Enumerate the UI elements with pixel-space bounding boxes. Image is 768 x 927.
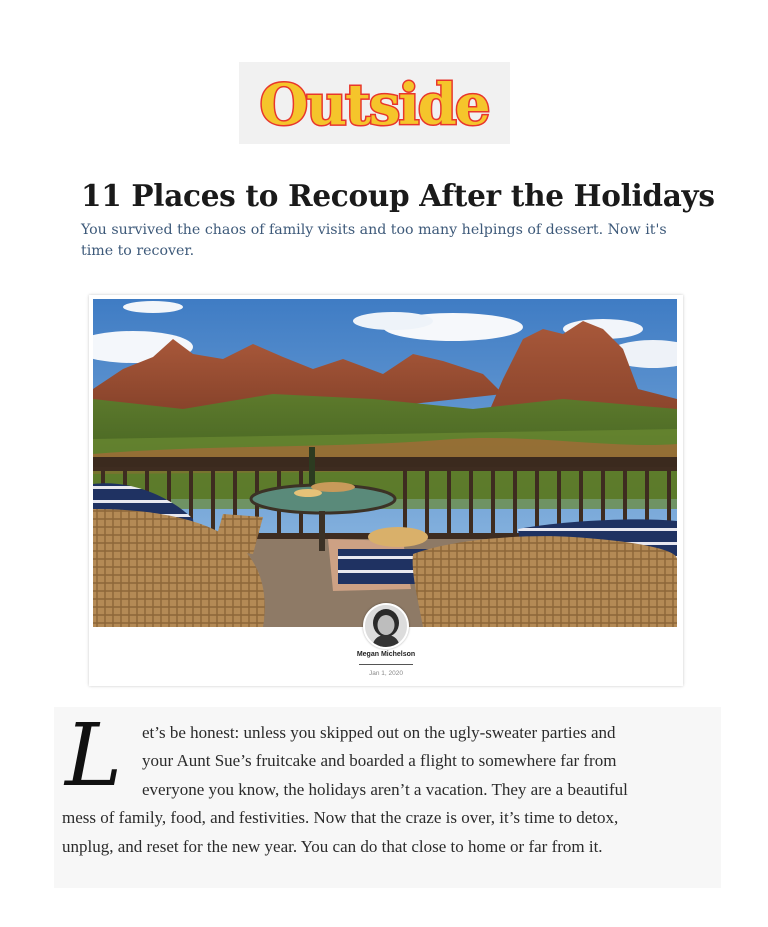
logo-wordmark: Outside: [259, 72, 489, 138]
outside-logo[interactable]: [239, 62, 510, 144]
publish-date: Jan 1, 2020: [369, 670, 403, 677]
author-avatar[interactable]: [363, 603, 409, 649]
hero-card: [89, 295, 683, 686]
intro-line: mess of family, food, and festivities. Now that the craze is over, it’s time to detox,: [62, 808, 619, 827]
article-deck: You survived the chaos of family visits and too many helpings of dessert. Now it's time to recover.: [81, 222, 667, 259]
intro-line: et’s be honest: unless you skipped out on the ugly-sweater parties and: [142, 723, 616, 742]
intro-line: unplug, and reset for the new year. You can do that close to home or far from it.: [62, 837, 603, 856]
outside-logo-mark: [239, 62, 510, 144]
article-intro: [54, 707, 721, 888]
intro-line: everyone you know, the holidays aren’t a vacation. They are a beautiful: [142, 780, 628, 799]
author-name[interactable]: Megan Michelson: [356, 651, 416, 658]
article-headline: 11 Places to Recoup After the Holidays: [81, 178, 715, 213]
intro-line: your Aunt Sue’s fruitcake and boarded a flight to somewhere far from: [142, 751, 617, 770]
hero-image: [93, 299, 677, 627]
byline-divider: [359, 664, 413, 665]
drop-cap: L: [65, 706, 123, 806]
